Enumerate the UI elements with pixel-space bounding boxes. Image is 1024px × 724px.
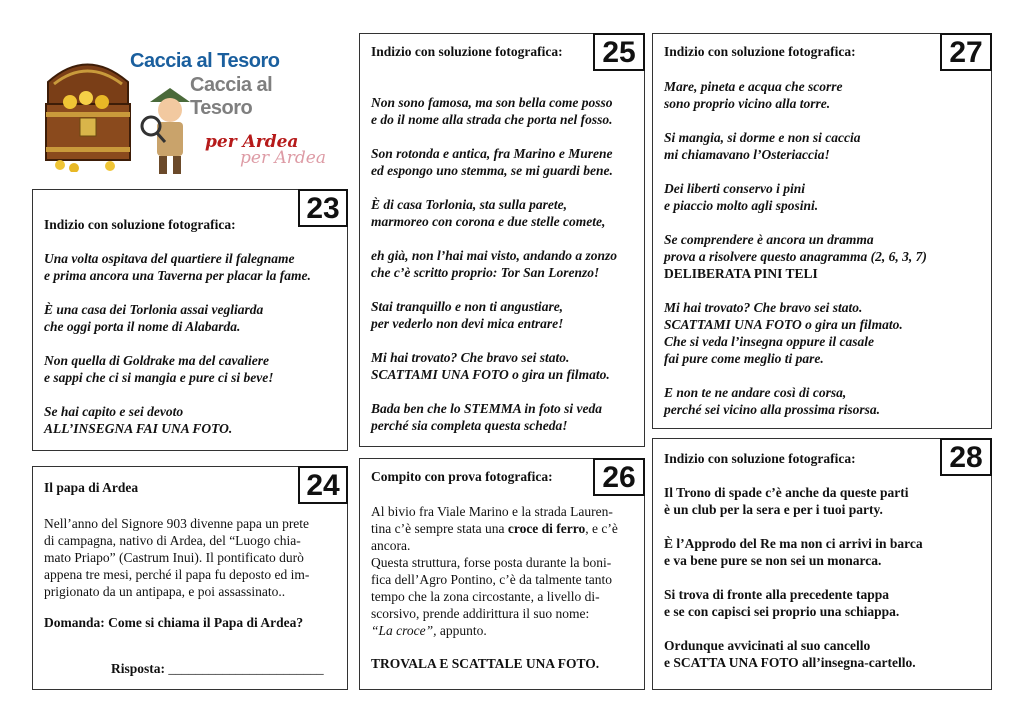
text-line: scorsivo, prende addirittura il suo nome:: [371, 606, 590, 621]
treasure-chest-icon: [40, 52, 135, 172]
text-fragment: tina c’è sempre stata una: [371, 521, 508, 536]
answer-label: Risposta:: [111, 661, 166, 676]
text-line: eh già, non l’hai mai visto, andando a zonzo: [371, 248, 618, 263]
text-line: Questa struttura, forse posta durante la boni-: [371, 555, 612, 570]
text-line: È di casa Torlonia, sta sulla parete,: [371, 197, 568, 212]
text-line: e va bene pure se non sei un monarca.: [664, 553, 882, 568]
text-line: Si mangia, si dorme e non si caccia: [664, 130, 861, 145]
card-23: [32, 189, 348, 451]
card-number: 26: [593, 458, 645, 496]
text-line: e SCATTA UNA FOTO all’insegna-cartello.: [664, 655, 916, 670]
logo-subtitle: per Ardea: [205, 132, 299, 152]
card-28: [652, 438, 992, 690]
text-line: che c’è scritto proprio: Tor San Lorenzo!: [371, 265, 600, 280]
text-line: e do il nome alla strada che porta nel fosso.: [371, 112, 613, 127]
card-heading: Indizio con soluzione fotografica:: [44, 217, 236, 232]
question: Domanda: Come si chiama il Papa di Ardea?: [44, 615, 304, 630]
text-line: [371, 622, 618, 639]
text-line: Bada ben che lo STEMMA in foto si veda: [371, 401, 603, 416]
logo-title-shadow: Caccia al Tesoro: [190, 74, 273, 119]
text-line: E non te ne andare così di corsa,: [664, 385, 847, 400]
text-line: Non quella di Goldrake ma del cavaliere: [44, 353, 269, 368]
card-number: 28: [940, 438, 992, 476]
text-line: e sappi che ci si mangia e pure ci si beve!: [44, 370, 274, 385]
card-25: [359, 33, 645, 447]
answer-blank[interactable]: _______________________: [168, 661, 324, 676]
text-line: È una casa dei Torlonia assai vegliarda: [44, 302, 264, 317]
card-text: [371, 503, 618, 639]
card-heading: Compito con prova fotografica:: [371, 469, 553, 484]
text-line: e prima ancora una Taverna per placar la fame.: [44, 268, 311, 283]
card-text: [44, 250, 311, 437]
text-line: Che si veda l’insegna oppure il casale: [664, 334, 874, 349]
text-line: SCATTAMI UNA FOTO o gira un filmato.: [371, 367, 610, 382]
text-line: SCATTAMI UNA FOTO o gira un filmato.: [664, 317, 903, 332]
text-line: è un club per la sera e per i tuoi party.: [664, 502, 883, 517]
text-line: Mi hai trovato? Che bravo sei stato.: [371, 350, 570, 365]
card-heading: Indizio con soluzione fotografica:: [371, 44, 563, 59]
text-line: Se comprendere è ancora un dramma: [664, 232, 874, 247]
card-text: [664, 484, 923, 671]
text-line: di campagna, nativo di Ardea, del “Luogo chia-: [44, 533, 301, 548]
text-line: che oggi porta il nome di Alabarda.: [44, 319, 241, 334]
text-line: Una volta ospitava del quartiere il falegname: [44, 251, 295, 266]
text-line: per vederlo non devi mica entrare!: [371, 316, 564, 331]
caccia-al-tesoro-logo: [40, 42, 330, 182]
text-line: prova a risolvere questo anagramma (2, 6, 3, 7): [664, 249, 927, 264]
text-line: Al bivio fra Viale Marino e la strada Lauren-: [371, 504, 613, 519]
text-line: appena tre mesi, perché il papa fu deposto ed im-: [44, 567, 310, 582]
text-line: Se hai capito e sei devoto: [44, 404, 184, 419]
text-line: Nell’anno del Signore 903 divenne papa un prete: [44, 516, 310, 531]
card-heading: Indizio con soluzione fotografica:: [664, 451, 856, 466]
text-line: Mi hai trovato? Che bravo sei stato.: [664, 300, 863, 315]
emphasis-text: croce di ferro: [507, 521, 586, 536]
text-fragment: , e c’è: [585, 521, 618, 536]
text-line: [371, 520, 618, 537]
text-line: fai pure come meglio ti pare.: [664, 351, 824, 366]
card-number: 25: [593, 33, 645, 71]
answer-row: [111, 661, 324, 677]
card-heading: Indizio con soluzione fotografica:: [664, 44, 856, 59]
text-line: Son rotonda e antica, fra Marino e Murene: [371, 146, 613, 161]
text-line: ancora.: [371, 538, 411, 553]
logo-title: Caccia al Tesoro: [130, 50, 280, 72]
card-number: 27: [940, 33, 992, 71]
card-number: 24: [298, 466, 348, 504]
text-line: e piaccio molto agli sposini.: [664, 198, 819, 213]
card-number: 23: [298, 189, 348, 227]
text-line: Dei liberti conservo i pini: [664, 181, 805, 196]
task-text: TROVALA E SCATTALE UNA FOTO.: [371, 656, 600, 671]
card-heading: Il papa di Ardea: [44, 480, 139, 495]
text-line: ALL’INSEGNA FAI UNA FOTO.: [44, 421, 233, 436]
text-line: tempo che la zona circostante, a livello di-: [371, 589, 600, 604]
card-text: [44, 515, 309, 600]
text-line: Si trova di fronte alla precedente tappa: [664, 587, 889, 602]
text-line: marmoreo con corona e due stelle comete,: [371, 214, 606, 229]
text-line: e se con capisci sei proprio una schiappa.: [664, 604, 900, 619]
text-line: Stai tranquillo e non ti angustiare,: [371, 299, 564, 314]
text-line: mato Priapo” (Castrum Inui). Il pontificato durò: [44, 550, 304, 565]
text-line: perché sei vicino alla prossima risorsa.: [664, 402, 881, 417]
text-line: mi chiamavano l’Osteriaccia!: [664, 147, 830, 162]
text-line: Mare, pineta e acqua che scorre: [664, 79, 843, 94]
logo-subtitle-shadow: per Ardea: [240, 148, 326, 168]
text-line: perché sia completa questa scheda!: [371, 418, 568, 433]
text-line: Non sono famosa, ma son bella come posso: [371, 95, 613, 110]
card-27: [652, 33, 992, 429]
text-line: sono proprio vicino alla torre.: [664, 96, 831, 111]
text-line: Ordunque avvicinati al suo cancello: [664, 638, 871, 653]
card-text: [664, 78, 927, 418]
emphasis-text: “La croce”,: [371, 623, 437, 638]
card-24: [32, 466, 348, 690]
text-line: Il Trono di spade c’è anche da queste parti: [664, 485, 909, 500]
text-line: È l’Approdo del Re ma non ci arrivi in barca: [664, 536, 923, 551]
text-line: ed espongo uno stemma, se mi guardi bene.: [371, 163, 613, 178]
text-fragment: appunto.: [436, 623, 487, 638]
card-26: [359, 458, 645, 690]
text-line: fica dell’Agro Pontino, c’è da talmente tanto: [371, 572, 613, 587]
card-text: [371, 94, 617, 434]
anagram-text: DELIBERATA PINI TELI: [664, 266, 818, 281]
text-line: prigionato da un antipapa, e poi assassinato..: [44, 584, 286, 599]
